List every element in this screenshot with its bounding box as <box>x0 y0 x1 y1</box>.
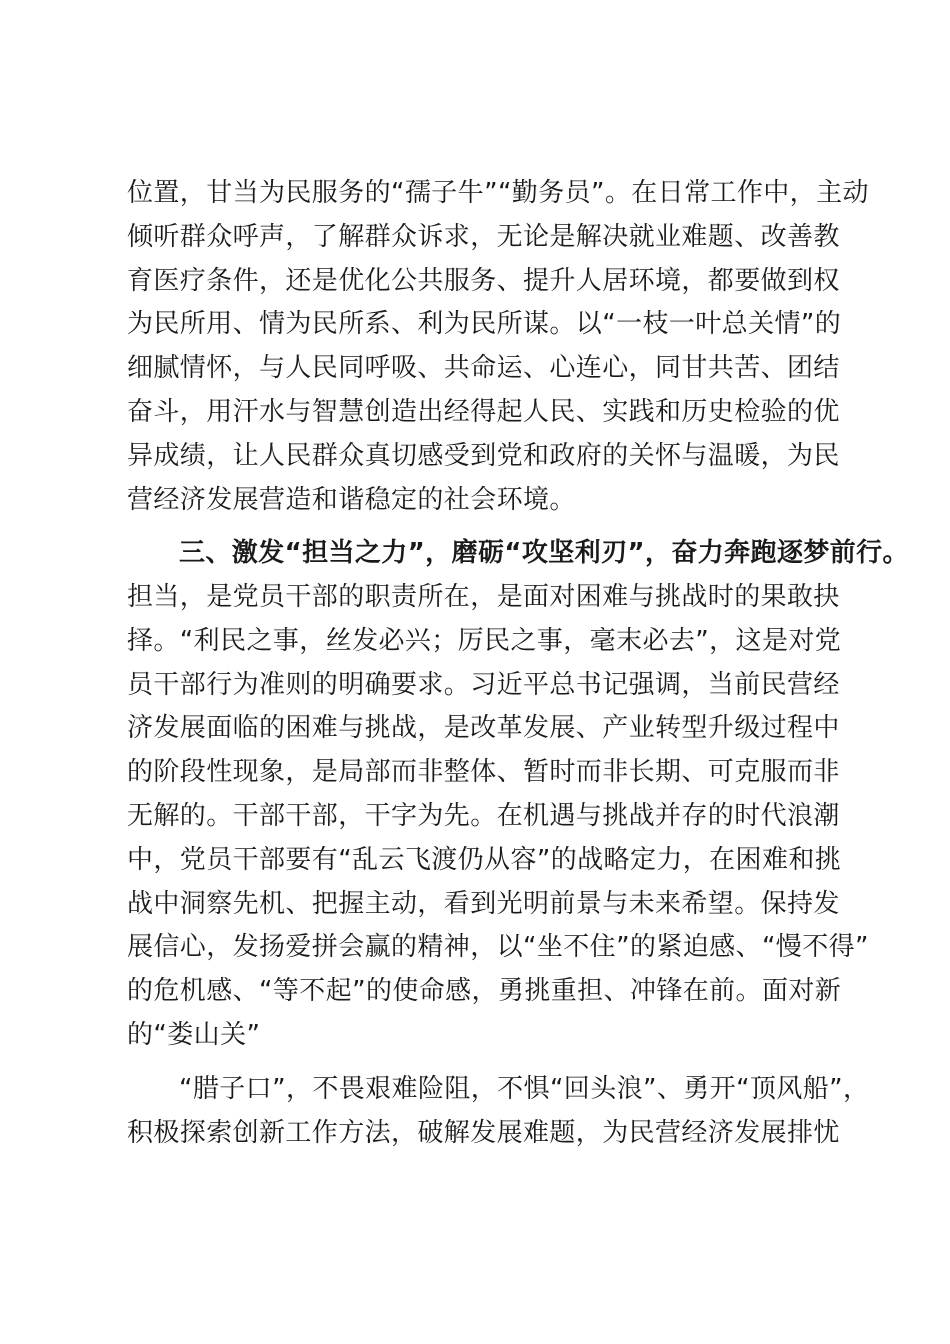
paragraph-line: 员干部行为准则的明确要求。习近平总书记强调，当前民营经 <box>127 669 840 700</box>
paragraph-line: 的危机感、“等不起”的使命感，勇挑重担、冲锋在前。面对新 <box>127 976 842 1007</box>
paragraph-line: 营经济发展营造和谐稳定的社会环境。 <box>127 484 576 515</box>
paragraph-line: 济发展面临的困难与挑战，是改革发展、产业转型升级过程中 <box>127 713 840 744</box>
paragraph-line: 为民所用、情为民所系、利为民所谋。以“一枝一叶总关情”的 <box>127 309 842 340</box>
section-heading-block <box>127 532 909 576</box>
paragraph-line: 担当，是党员干部的职责所在，是面对困难与挑战时的果敢抉 <box>127 582 840 612</box>
paragraph-line: 奋斗，用汗水与智慧创造出经得起人民、实践和历史检验的优 <box>127 396 840 427</box>
paragraph-line: 择。“利民之事，丝发必兴；厉民之事，毫末必去”，这是对党 <box>127 625 842 656</box>
paragraph-line: 的“娄山关” <box>127 1019 261 1050</box>
paragraph-line: 积极探索创新工作方法，破解发展难题，为民营经济发展排忧 <box>127 1117 840 1148</box>
paragraph-line: 位置，甘当为民服务的“孺子牛”“勤务员”。在日常工作中，主动 <box>127 178 869 208</box>
paragraph-line: 中，党员干部要有“乱云飞渡仍从容”的战略定力，在困难和挑 <box>127 844 842 875</box>
paragraph-line: 细腻情怀，与人民同呼吸、共命运、心连心，同甘共苦、团结 <box>127 353 840 384</box>
paragraph-line: 育医疗条件，还是优化公共服务、提升人居环境，都要做到权 <box>127 265 840 296</box>
paragraph-line: 展信心，发扬爱拼会赢的精神，以“坐不住”的紧迫感、“慢不得” <box>127 932 869 963</box>
paragraph-line: “腊子口”，不畏艰难险阻，不惧“回头浪”、勇开“顶风船”， <box>179 1074 870 1104</box>
paragraph-line: 异成绩，让人民群众真切感受到党和政府的关怀与温暖，为民 <box>127 440 840 471</box>
paragraph-line: 的阶段性现象，是局部而非整体、暂时而非长期、可克服而非 <box>127 757 840 788</box>
paragraph-3 <box>127 1068 870 1156</box>
paragraph-line: 倾听群众呼声，了解群众诉求，无论是解决就业难题、改善教 <box>127 221 840 252</box>
section-heading: 三、激发“担当之力”，磨砺“攻坚利刃”，奋力奔跑逐梦前行。 <box>179 538 909 568</box>
paragraph-2 <box>127 576 869 1058</box>
paragraph-1 <box>127 172 869 522</box>
paragraph-line: 战中洞察先机、把握主动，看到光明前景与未来希望。保持发 <box>127 888 840 919</box>
paragraph-line: 无解的。干部干部，干字为先。在机遇与挑战并存的时代浪潮 <box>127 800 840 831</box>
